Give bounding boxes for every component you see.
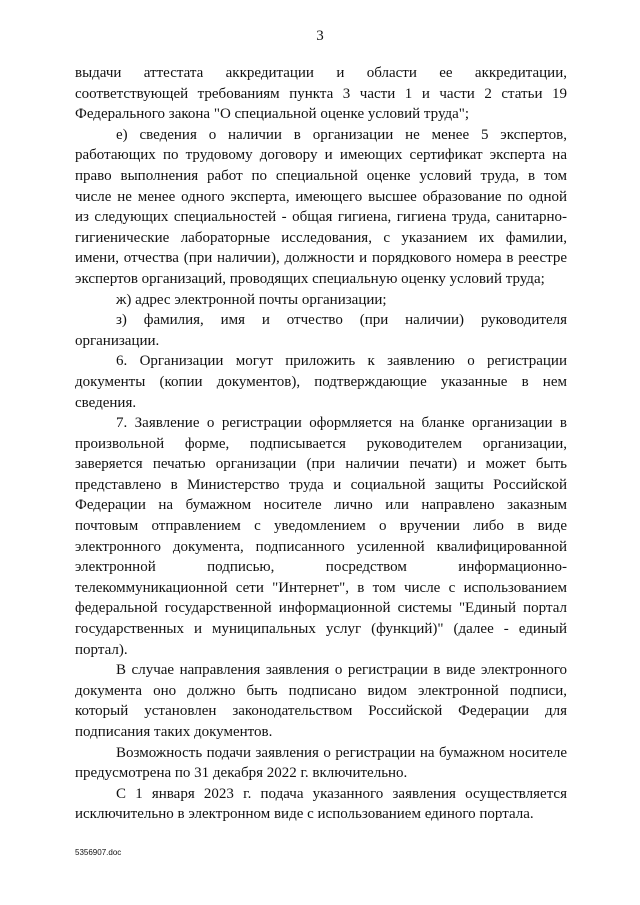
text-line: документа оно должно быть подписано видом электронной подписи, [75,682,567,699]
text-line: федеральной государственной информационной системы "Единый портал [75,600,567,617]
text-line: государственных и муниципальных услуг (функций)" (далее - единый [75,621,567,638]
text-line: 6. Организации могут приложить к заявлению о регистрации [116,353,567,370]
text-line: гигиенические лабораторные исследования, с указанием их фамилии, [75,229,567,246]
text-line: электронного документа, подписанного усиленной квалифицированной [75,538,567,555]
text-line: Федерального закона "О специальной оценке условий труда"; [75,106,470,123]
text-line: работающих по трудовому договору и имеющих сертификат эксперта на [75,147,567,164]
text-line: произвольной форме, подписывается руководителем организации, [75,435,567,452]
text-line: е) сведения о наличии в организации не менее 5 экспертов, [116,126,567,143]
text-line: подписания таких документов. [75,724,273,740]
text-line: Федерации на бумажном носителе лично или направлено заказным [75,497,567,514]
text-line: экспертов организаций, проводящих специальную оценку условий труда; [75,270,545,287]
text-line: организации. [75,332,160,349]
page-number: 3 [316,28,324,44]
text-line: имени, отчества (при наличии), должности и порядкового номера в реестре [75,250,567,267]
text-line: право выполнения работ по специальной оценке условий труда, в том [75,167,567,184]
text-line: из следующих специальностей - общая гигиена, гигиена труда, санитарно- [75,209,567,226]
text-line: портал). [75,641,128,658]
text-line: С 1 января 2023 г. подача указанного заявления осуществляется [116,785,567,802]
text-line: представлено в Министерство труда и социальной защиты Российской [75,476,567,493]
text-line: документы (копии документов), подтверждающие указанные в нем [75,373,567,390]
text-line: электронной подписью, посредством информационно- [75,559,567,576]
footer-file-code: 5356907.doc [75,848,122,857]
text-line: почтовым отправлением с уведомлением о вручении либо в виде [75,518,567,535]
text-line: соответствующей требованиям пункта 3 части 1 и части 2 статьи 19 [75,85,567,102]
text-line: предусмотрена по 31 декабря 2022 г. включительно. [75,765,408,782]
text-line: з) фамилия, имя и отчество (при наличии) руководителя [116,312,567,329]
text-line: 7. Заявление о регистрации оформляется на бланке организации в [116,415,567,432]
text-line: числе не менее одного эксперта, имеющего высшее образование по одной [75,188,567,205]
text-line: телекоммуникационной сети "Интернет", в том числе с использованием [75,579,567,596]
text-line: В случае направления заявления о регистрации в виде электронного [116,662,567,679]
text-line: исключительно в электронном виде с использованием единого портала. [75,806,534,823]
text-line: который установлен законодательством Российской Федерации для [75,703,567,720]
text-line: выдачи аттестата аккредитации и области ее аккредитации, [75,65,567,81]
text-line: заверяется печатью организации (при наличии печати) и может быть [75,456,567,473]
text-line: ж) адрес электронной почты организации; [116,291,387,308]
text-line: Возможность подачи заявления о регистрации на бумажном носителе [116,744,567,761]
document-body [75,63,567,825]
text-line: сведения. [75,394,137,411]
